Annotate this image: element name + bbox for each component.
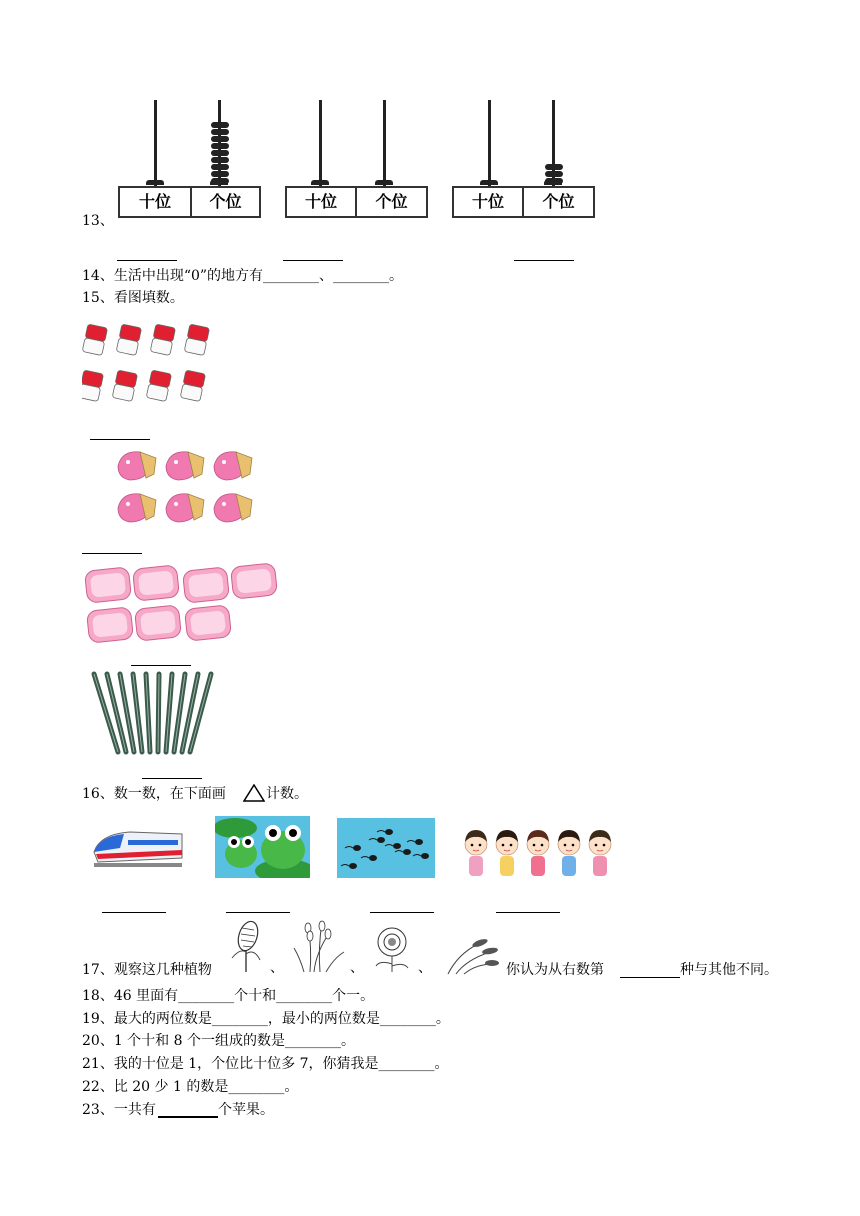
place-tens-label: 十位 bbox=[471, 192, 504, 211]
pencil-case-icon bbox=[132, 565, 179, 601]
q15-answer-blank-3[interactable] bbox=[131, 665, 191, 666]
abacus-place-box bbox=[452, 186, 595, 218]
eraser-icon bbox=[112, 370, 137, 402]
pencil-case-icon bbox=[184, 605, 231, 641]
pencil-sharpener-group-image bbox=[112, 444, 262, 528]
eraser-icon bbox=[184, 324, 209, 356]
abacus-rod-ones bbox=[383, 100, 386, 187]
pencil-sharpener-icon bbox=[166, 494, 204, 522]
abacus-bead bbox=[211, 164, 229, 170]
eraser-icon bbox=[180, 370, 205, 402]
abacus-rod-base bbox=[146, 180, 164, 185]
child-icon bbox=[558, 830, 580, 876]
q13-abacus-3 bbox=[452, 100, 597, 220]
abacus-bead bbox=[211, 157, 229, 163]
q13-answer-blank-3[interactable] bbox=[514, 260, 574, 261]
q18-text: 18、46 里面有________个十和________个一。 bbox=[82, 988, 375, 1004]
pencil-sharpener-icon bbox=[166, 452, 204, 480]
q17-separator-3: 、 bbox=[418, 960, 432, 976]
abacus-bead bbox=[545, 164, 563, 170]
wheat-plant-image bbox=[442, 934, 500, 976]
abacus-bead bbox=[211, 171, 229, 177]
pencil-sharpener-icon bbox=[118, 452, 156, 480]
pencil-case-icon bbox=[86, 607, 133, 643]
eraser-icon bbox=[150, 324, 175, 356]
q15-answer-blank-1[interactable] bbox=[90, 439, 150, 440]
abacus-rod-tens bbox=[488, 100, 491, 187]
eraser-group-image bbox=[82, 320, 222, 406]
q17-separator-1: 、 bbox=[270, 960, 284, 976]
q13-number: 13、 bbox=[82, 213, 114, 229]
eraser-icon bbox=[116, 324, 141, 356]
q23-answer-blank[interactable] bbox=[158, 1116, 218, 1118]
abacus-bead bbox=[545, 178, 563, 184]
abacus-rod-tens bbox=[154, 100, 157, 187]
place-ones-label: 个位 bbox=[375, 192, 408, 211]
abacus-bead bbox=[211, 136, 229, 142]
q16-answer-blank-3[interactable] bbox=[370, 912, 434, 913]
q22-text: 22、比 20 少 1 的数是________。 bbox=[82, 1079, 299, 1095]
q17-suffix-a: 你认为从右数第 bbox=[506, 962, 604, 978]
pencil-icon bbox=[166, 674, 172, 752]
q13-abacus-1 bbox=[118, 100, 263, 220]
q16-answer-blank-1[interactable] bbox=[102, 912, 166, 913]
abacus-place-box bbox=[285, 186, 428, 218]
q17-suffix-b: 种与其他不同。 bbox=[680, 962, 778, 978]
abacus-bead bbox=[211, 143, 229, 149]
q23-prefix: 23、一共有 bbox=[82, 1102, 156, 1118]
q16-text-after: 计数。 bbox=[266, 786, 308, 802]
child-icon bbox=[496, 830, 518, 876]
abacus-rod-base bbox=[375, 180, 393, 185]
pencil-icon bbox=[158, 674, 159, 752]
child-icon bbox=[465, 830, 487, 876]
rice-plant-image bbox=[290, 918, 348, 974]
pencil-sharpener-icon bbox=[214, 452, 252, 480]
tadpoles-image bbox=[337, 818, 435, 878]
place-ones-label: 个位 bbox=[209, 192, 242, 211]
pencil-case-icon bbox=[182, 567, 229, 603]
abacus-rod-tens bbox=[319, 100, 322, 187]
q16-text-before: 16、数一数，在下面画 bbox=[82, 786, 226, 802]
q21-text: 21、我的十位是 1，个位比十位多 7，你猜我是________。 bbox=[82, 1056, 449, 1072]
eraser-icon bbox=[82, 324, 107, 356]
abacus-bead bbox=[211, 122, 229, 128]
pencils-image bbox=[88, 670, 233, 756]
place-ones-label: 个位 bbox=[542, 192, 575, 211]
child-icon bbox=[527, 830, 549, 876]
abacus-place-box bbox=[118, 186, 261, 218]
frogs-image bbox=[215, 816, 310, 878]
children-image bbox=[462, 824, 622, 880]
sunflower-image bbox=[370, 926, 414, 974]
q17-answer-blank[interactable] bbox=[620, 977, 680, 978]
pencil-case-icon bbox=[230, 563, 277, 599]
pencil-case-group-image bbox=[84, 563, 284, 647]
q13-abacus-2 bbox=[285, 100, 430, 220]
q13-answer-blank-2[interactable] bbox=[283, 260, 343, 261]
place-tens-label: 十位 bbox=[304, 192, 337, 211]
place-tens-label: 十位 bbox=[138, 192, 171, 211]
q17-separator-2: 、 bbox=[350, 960, 364, 976]
pencil-case-icon bbox=[84, 567, 131, 603]
abacus-bead bbox=[211, 178, 229, 184]
q19-text: 19、最大的两位数是________，最小的两位数是________。 bbox=[82, 1011, 450, 1027]
q15-text: 15、看图填数。 bbox=[82, 290, 184, 306]
eraser-icon bbox=[82, 370, 104, 402]
corn-plant-image bbox=[226, 918, 268, 974]
abacus-bead bbox=[211, 150, 229, 156]
q20-text: 20、1 个十和 8 个一组成的数是________。 bbox=[82, 1033, 355, 1049]
q16-answer-blank-2[interactable] bbox=[226, 912, 290, 913]
pencil-sharpener-icon bbox=[118, 494, 156, 522]
eraser-icon bbox=[146, 370, 171, 402]
q23-suffix: 个苹果。 bbox=[218, 1102, 274, 1118]
pencil-sharpener-icon bbox=[214, 494, 252, 522]
q15-answer-blank-2[interactable] bbox=[82, 553, 142, 554]
q17-prefix: 17、观察这几种植物 bbox=[82, 962, 212, 978]
abacus-rod-base bbox=[311, 180, 329, 185]
pencil-case-icon bbox=[134, 605, 181, 641]
q14-text: 14、生活中出现“0”的地方有________、________。 bbox=[82, 268, 404, 284]
abacus-bead bbox=[211, 129, 229, 135]
q16-answer-blank-4[interactable] bbox=[496, 912, 560, 913]
q15-answer-blank-4[interactable] bbox=[142, 778, 202, 779]
abacus-bead bbox=[545, 171, 563, 177]
q13-answer-blank-1[interactable] bbox=[117, 260, 177, 261]
train-image bbox=[90, 822, 186, 872]
child-icon bbox=[589, 830, 611, 876]
pencil-icon bbox=[146, 674, 150, 752]
abacus-rod-base bbox=[480, 180, 498, 185]
triangle-icon bbox=[243, 784, 265, 802]
